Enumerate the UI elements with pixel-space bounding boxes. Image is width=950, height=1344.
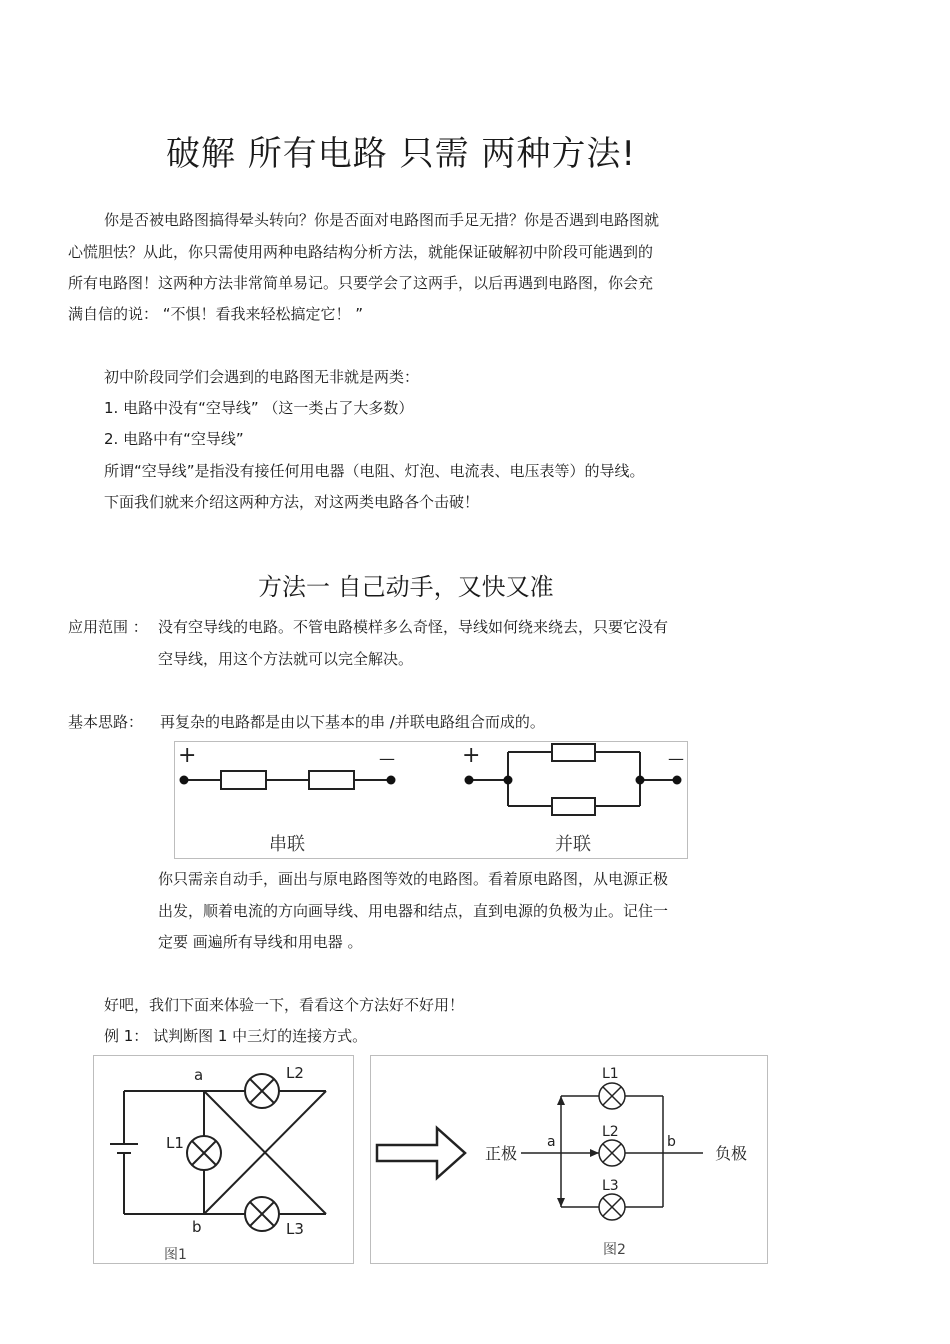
intro-line-2: 心慌胆怯？从此，你只需使用两种电路结构分析方法，就能保证破解初中阶段可能遇到的 bbox=[68, 243, 654, 261]
types-definition: 所谓“空导线”是指没有接任何用电器（电阻、灯泡、电流表、电压表等）的导线。 bbox=[104, 462, 645, 480]
types-item-1: 1. 电路中没有“空导线” （这一类占了大多数） bbox=[104, 399, 414, 417]
series-parallel-diagram bbox=[175, 742, 687, 858]
figure-1-circuit bbox=[94, 1056, 353, 1263]
fig1-node-a-label: a bbox=[194, 1066, 204, 1084]
fig2-lamp-l1 bbox=[599, 1083, 625, 1109]
parallel-positive-terminal bbox=[465, 776, 474, 785]
lamp-l3 bbox=[245, 1197, 279, 1231]
fig2-negative-label: 负极 bbox=[715, 1144, 748, 1163]
parallel-label: 并联 bbox=[555, 834, 591, 855]
figure-2-circuit bbox=[371, 1056, 767, 1263]
example-1-line: 例 1： 试判断图 1 中三灯的连接方式。 bbox=[104, 1027, 368, 1045]
series-circuit bbox=[184, 771, 391, 789]
fig2-positive-label: 正极 bbox=[485, 1144, 518, 1163]
intro-line-4: 满自信的说： “不惧！看我来轻松搞定它！ ” bbox=[68, 305, 364, 323]
fig2-node-b-label: b bbox=[667, 1134, 676, 1150]
lamp-l2 bbox=[245, 1074, 279, 1108]
fig1-l2-label: L2 bbox=[286, 1064, 304, 1082]
fig2-l2-label: L2 bbox=[602, 1124, 619, 1140]
fig2-lamp-l2 bbox=[599, 1140, 625, 1166]
parallel-minus-sign: — bbox=[668, 749, 684, 768]
desc-line-1: 你只需亲自动手，画出与原电路图等效的电路图。看着原电路图，从电源正极 bbox=[158, 870, 669, 888]
fig2-node-a-label: a bbox=[547, 1134, 556, 1150]
scope-line-2: 空导线，用这个方法就可以完全解决。 bbox=[158, 650, 414, 668]
intro-line-1: 你是否被电路图搞得晕头转向？你是否面对电路图而手足无措？你是否遇到电路图就 bbox=[104, 211, 660, 229]
fig1-node-b-label: b bbox=[192, 1218, 202, 1236]
parallel-node-left bbox=[504, 776, 513, 785]
idea-text: 再复杂的电路都是由以下基本的串 /并联电路组合而成的。 bbox=[160, 713, 545, 731]
series-positive-terminal bbox=[180, 776, 189, 785]
page-title: 破解 所有电路 只需 两种方法! bbox=[166, 134, 637, 174]
figure-2 bbox=[370, 1055, 768, 1264]
fig1-l3-label: L3 bbox=[286, 1220, 304, 1238]
parallel-negative-terminal bbox=[673, 776, 682, 785]
fig1-l1-label: L1 bbox=[166, 1134, 184, 1152]
equivalence-arrow-icon bbox=[377, 1128, 465, 1178]
series-negative-terminal bbox=[387, 776, 396, 785]
series-parallel-figure bbox=[174, 741, 688, 859]
desc-line-2: 出发，顺着电流的方向画导线、用电器和结点，直到电源的负极为止。记住一 bbox=[158, 902, 669, 920]
scope-line-1: 没有空导线的电路。不管电路模样多么奇怪，导线如何绕来绕去，只要它没有 bbox=[158, 618, 669, 636]
parallel-circuit bbox=[469, 744, 677, 815]
try-line: 好吧，我们下面来体验一下，看看这个方法好不好用！ bbox=[104, 996, 465, 1014]
series-label: 串联 bbox=[269, 834, 305, 855]
method1-heading: 方法一 自己动手，又快又准 bbox=[258, 573, 554, 601]
types-item-2: 2. 电路中有“空导线” bbox=[104, 430, 244, 448]
figure-1 bbox=[93, 1055, 354, 1264]
intro-line-3: 所有电路图！这两种方法非常简单易记。只要学会了这两手，以后再遇到电路图，你会充 bbox=[68, 274, 654, 292]
scope-label: 应用范围 ： bbox=[68, 618, 148, 636]
fig2-caption: 图2 bbox=[603, 1242, 626, 1258]
types-lead: 初中阶段同学们会遇到的电路图无非就是两类： bbox=[104, 368, 420, 386]
series-minus-sign: — bbox=[379, 749, 395, 768]
parallel-plus-sign: + bbox=[462, 743, 481, 768]
fig1-caption: 图1 bbox=[164, 1247, 187, 1263]
idea-label: 基本思路： bbox=[68, 713, 144, 731]
fig2-l3-label: L3 bbox=[602, 1178, 619, 1194]
series-plus-sign: + bbox=[178, 743, 197, 768]
desc-line-3: 定要 画遍所有导线和用电器 。 bbox=[158, 933, 363, 951]
fig2-l1-label: L1 bbox=[602, 1066, 619, 1082]
fig2-lamp-l3 bbox=[599, 1194, 625, 1220]
lamp-l1 bbox=[187, 1136, 221, 1170]
types-next: 下面我们就来介绍这两种方法，对这两类电路各个击破！ bbox=[104, 493, 480, 511]
parallel-node-right bbox=[636, 776, 645, 785]
